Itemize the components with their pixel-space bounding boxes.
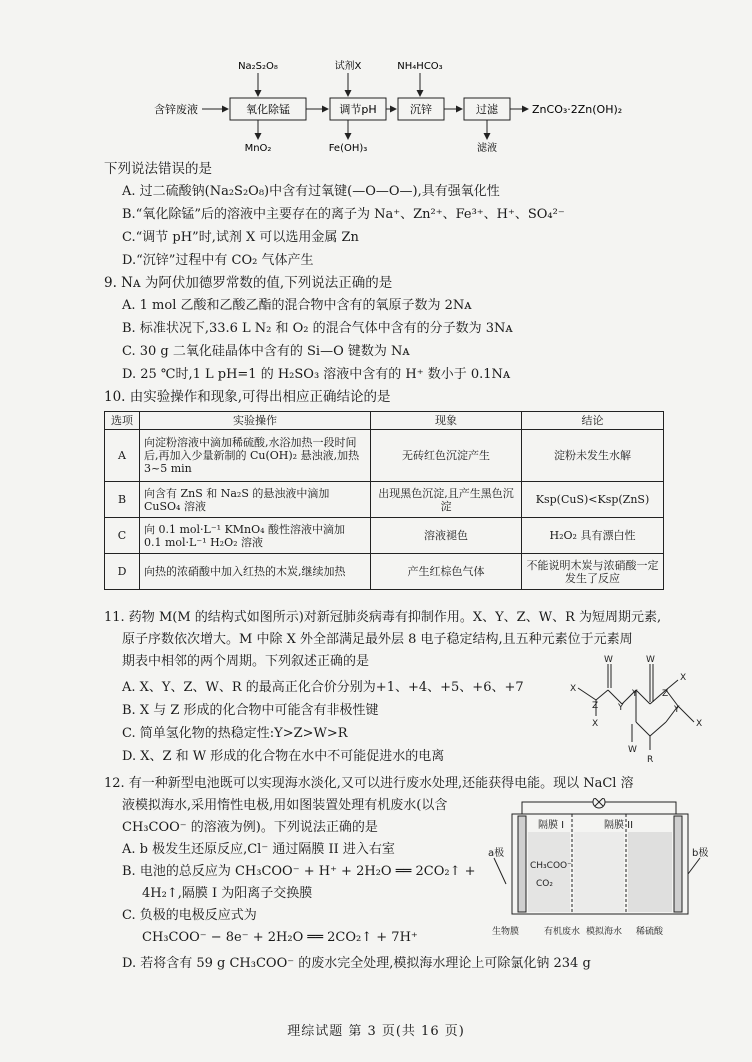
cell-bottom-label: 模拟海水 xyxy=(586,927,623,937)
table-cell: 产生红棕色气体 xyxy=(371,554,522,590)
structure-label: W xyxy=(646,655,655,665)
flow-start: 含锌废液 xyxy=(154,103,198,116)
table-cell: 不能说明木炭与浓硝酸一定发生了反应 xyxy=(522,554,664,590)
q9-option-c: C. 30 g 二氧化硅晶体中含有的 Si—O 键数为 Nᴀ xyxy=(122,344,410,359)
q8-stem: 下列说法错误的是 xyxy=(104,161,212,177)
q10-table xyxy=(104,411,664,590)
table-header: 现象 xyxy=(371,412,522,430)
q12-option-a: A. b 极发生还原反应,Cl⁻ 通过隔膜 II 进入右室 xyxy=(122,842,395,857)
structure-label: R xyxy=(647,755,654,765)
table-cell: Ksp(CuS)<Ksp(ZnS) xyxy=(522,482,664,518)
q9-option-b: B. 标准状况下,33.6 L N₂ 和 O₂ 的混合气体中含有的分子数为 3Nᴀ xyxy=(122,321,513,336)
flow-box-label: 沉锌 xyxy=(410,103,432,116)
q9-option-a: A. 1 mol 乙酸和乙酸乙酯的混合物中含有的氧原子数为 2Nᴀ xyxy=(122,298,472,313)
q12-option-b-line1: B. 电池的总反应为 CH₃COO⁻ + H⁺ + 2H₂O ══ 2CO₂↑ + xyxy=(122,864,476,879)
structure-label: X xyxy=(696,719,703,729)
structure-label: X xyxy=(592,719,599,729)
structure-label: W xyxy=(604,655,613,665)
q9-stem: 9. Nᴀ 为阿伏加德罗常数的值,下列说法正确的是 xyxy=(104,275,393,291)
q11-option-d: D. X、Z 和 W 形成的化合物在水中不可能促进水的电离 xyxy=(122,749,445,764)
table-cell: 无砖红色沉淀产生 xyxy=(371,430,522,482)
cell-species: CH₃COO⁻ xyxy=(530,861,572,871)
flow-box-label: 过滤 xyxy=(476,103,498,116)
table-row xyxy=(105,482,664,518)
flow-input: Na₂S₂O₈ xyxy=(238,61,278,72)
electrode-label: a极 xyxy=(488,848,505,859)
q11-option-a: A. X、Y、Z、W、R 的最高正化合价分别为+1、+4、+5、+6、+7 xyxy=(122,680,524,695)
table-cell: 淀粉未发生水解 xyxy=(522,430,664,482)
flow-output: MnO₂ xyxy=(244,143,272,154)
q12-stem-line1: 12. 有一种新型电池既可以实现海水淡化,又可以进行废水处理,还能获得电能。现以 NaCl 溶 xyxy=(104,776,634,791)
q11-stem-line2: 原子序数依次增大。M 中除 X 外全部满足最外层 8 电子稳定结构,且五种元素位于元素周 xyxy=(122,632,633,647)
structure-label: Z xyxy=(592,701,599,711)
q12-option-b-line2: 4H₂↑,隔膜 I 为阳离子交换膜 xyxy=(142,886,313,901)
cell-bottom-label: 生物膜 xyxy=(492,927,520,937)
structure-label: Z xyxy=(662,689,669,699)
flow-output: Fe(OH)₃ xyxy=(328,143,368,154)
page-footer: 理综试题 第 3 页(共 16 页) xyxy=(287,1024,465,1039)
structure-label: W xyxy=(628,745,637,755)
flow-input: 试剂X xyxy=(334,61,362,72)
electrode-label: b极 xyxy=(692,848,709,859)
table-row xyxy=(105,518,664,554)
flow-output: 滤液 xyxy=(477,143,497,154)
q11-option-b: B. X 与 Z 形成的化合物中可能含有非极性键 xyxy=(122,703,379,718)
q12-stem-line2: 液模拟海水,采用惰性电极,用如图装置处理有机废水(以含 xyxy=(122,798,448,813)
flow-box-label: 调节pH xyxy=(339,103,377,116)
structure-label: Y xyxy=(632,689,638,699)
q9-option-d: D. 25 ℃时,1 L pH=1 的 H₂SO₃ 溶液中含有的 H⁺ 数小于 0.1Nᴀ xyxy=(122,367,511,382)
q12-stem-line3: CH₃COO⁻ 的溶液为例)。下列说法正确的是 xyxy=(122,820,378,835)
table-cell: H₂O₂ 具有漂白性 xyxy=(522,518,664,554)
q11-option-c: C. 简单氢化物的热稳定性:Y>Z>W>R xyxy=(122,726,348,741)
structure-label: Y xyxy=(618,703,624,713)
table-header: 实验操作 xyxy=(140,412,371,430)
q12-option-c-line1: C. 负极的电极反应式为 xyxy=(122,908,257,923)
table-row xyxy=(105,554,664,590)
table-cell: 向含有 ZnS 和 Na₂S 的悬浊液中滴加 CuSO₄ 溶液 xyxy=(140,482,371,518)
table-cell: 向热的浓硝酸中加入红热的木炭,继续加热 xyxy=(140,554,371,590)
table-cell: 向 0.1 mol·L⁻¹ KMnO₄ 酸性溶液中滴加 0.1 mol·L⁻¹ H₂O₂ 溶液 xyxy=(140,518,371,554)
table-row xyxy=(105,430,664,482)
structure-label: X xyxy=(680,673,687,683)
table-cell: 向淀粉溶液中滴加稀硫酸,水浴加热一段时间后,再加入少量新制的 Cu(OH)₂ 悬浊液,加热 3~5 min xyxy=(140,430,371,482)
table-cell: B xyxy=(105,482,140,518)
table-cell: 溶液褪色 xyxy=(371,518,522,554)
table-header-row xyxy=(105,412,664,430)
table-cell: C xyxy=(105,518,140,554)
q11-stem-line1: 11. 药物 M(M 的结构式如图所示)对新冠肺炎病毒有抑制作用。X、Y、Z、W、R 为短周期元素, xyxy=(104,610,662,625)
membrane-label: 隔膜 II xyxy=(604,820,634,831)
table-cell: A xyxy=(105,430,140,482)
q8-option-d: D.“沉锌”过程中有 CO₂ 气体产生 xyxy=(122,253,314,268)
table-header: 选项 xyxy=(105,412,140,430)
cell-bottom-label: 有机废水 xyxy=(544,927,581,937)
structure-label: Y xyxy=(674,705,680,715)
process-flowchart xyxy=(140,55,740,165)
q8-option-b: B.“氧化除锰”后的溶液中主要存在的离子为 Na⁺、Zn²⁺、Fe³⁺、H⁺、SO₄²⁻ xyxy=(122,207,565,222)
q11-stem-line3: 期表中相邻的两个周期。下列叙述正确的是 xyxy=(122,654,370,669)
q10-stem: 10. 由实验操作和现象,可得出相应正确结论的是 xyxy=(104,389,391,405)
q8-option-c: C.“调节 pH”时,试剂 X 可以选用金属 Zn xyxy=(122,230,359,245)
battery-cell-diagram xyxy=(486,798,712,948)
table-cell: D xyxy=(105,554,140,590)
table-cell: 出现黑色沉淀,且产生黑色沉淀 xyxy=(371,482,522,518)
membrane-label: 隔膜 I xyxy=(538,820,565,831)
cell-bottom-label: 稀硫酸 xyxy=(636,927,664,937)
q8-option-a: A. 过二硫酸钠(Na₂S₂O₈)中含有过氧键(—O—O—),具有强氧化性 xyxy=(122,184,500,199)
flow-input: NH₄HCO₃ xyxy=(397,61,443,72)
q12-option-d: D. 若将含有 59 g CH₃COO⁻ 的废水完全处理,模拟海水理论上可除氯化钠 234 g xyxy=(122,956,591,971)
q12-option-c-line2: CH₃COO⁻ − 8e⁻ + 2H₂O ══ 2CO₂↑ + 7H⁺ xyxy=(142,930,418,945)
flow-box-label: 氧化除锰 xyxy=(246,103,290,116)
molecule-structure xyxy=(548,650,718,772)
table-header: 结论 xyxy=(522,412,664,430)
flow-product: ZnCO₃·2Zn(OH)₂ xyxy=(532,103,623,116)
structure-label: X xyxy=(570,684,577,694)
cell-gas: CO₂ xyxy=(536,879,553,889)
